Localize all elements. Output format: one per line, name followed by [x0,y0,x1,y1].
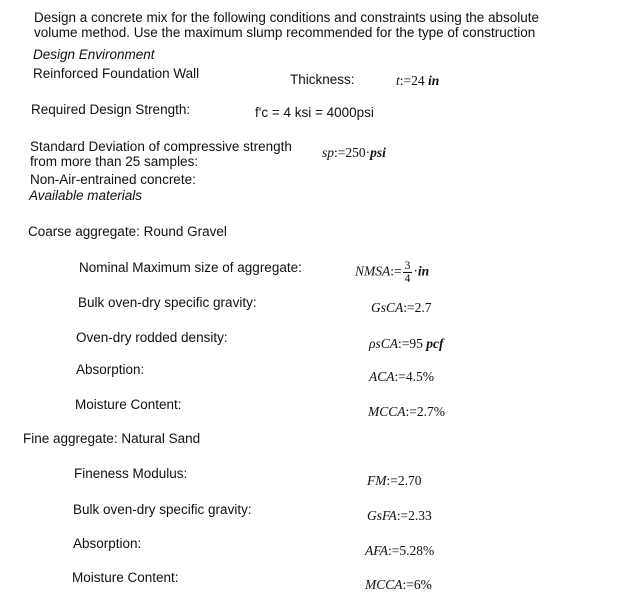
fine-aggregate-heading: Fine aggregate: Natural Sand [23,431,201,446]
coarse-density-value: 95 [409,336,423,351]
coarse-density-label: Oven-dry rodded density: [76,330,228,345]
fine-gs-value: 2.33 [408,508,432,523]
fine-gs-label: Bulk oven-dry specific gravity: [73,502,252,517]
thickness-symbol: t [396,73,400,88]
fine-moisture-op: := [402,577,414,592]
nmsa-formula [355,260,429,285]
coarse-gs-formula [371,300,432,316]
fine-gs-symbol: GsFA [367,508,397,523]
std-dev-value: 250 [345,145,366,160]
fine-moisture-value: 6% [413,577,432,592]
intro-line-1: Design a concrete mix for the following conditions and constraints using the absolute [34,10,540,25]
nmsa-label: Nominal Maximum size of aggregate: [79,260,302,275]
std-dev-label-line-1: Standard Deviation of compressive strength [30,139,292,154]
thickness-value: 24 [411,73,425,88]
thickness-formula [396,73,439,89]
fine-moisture-symbol: MCCA [365,577,403,592]
fine-moisture-label: Moisture Content: [72,570,179,585]
coarse-absorption-label: Absorption: [76,362,145,377]
coarse-gs-label: Bulk oven-dry specific gravity: [78,295,257,310]
thickness-label: Thickness: [290,72,355,87]
std-dev-label-line-2: from more than 25 samples: [30,154,199,169]
fine-fm-symbol: FM [367,473,387,488]
strength-label: Required Design Strength: [31,102,191,117]
std-dev-symbol: sp [322,145,335,160]
nmsa-numerator: 3 [404,260,411,272]
coarse-absorption-formula [369,369,434,385]
coarse-density-symbol: ρsCA [369,336,398,351]
thickness-op: := [399,73,412,88]
nmsa-fraction [403,260,413,285]
fine-absorption-symbol: AFA [365,543,388,558]
coarse-density-unit: pcf [426,336,444,351]
coarse-absorption-op: := [394,369,406,384]
nmsa-dot: · [413,263,418,279]
std-dev-unit: psi [370,145,386,160]
intro-line-2: volume method. Use the maximum slump recommended for the type of construction [34,25,536,40]
fine-absorption-label: Absorption: [73,536,142,551]
fine-absorption-value: 5.28% [399,543,435,558]
design-environment-heading: Design Environment [33,47,155,62]
nmsa-symbol: NMSA [355,263,391,279]
fine-gs-op: := [396,508,409,523]
coarse-moisture-formula [368,404,445,420]
fine-moisture-formula [365,577,432,593]
coarse-moisture-symbol: MCCA [368,404,406,419]
coarse-density-formula [369,336,443,352]
nmsa-unit: in [417,263,430,279]
coarse-density-op: := [397,336,410,351]
thickness-unit: in [428,73,440,88]
coarse-moisture-value: 2.7% [416,404,446,419]
std-dev-dot: · [365,145,371,160]
coarse-gs-value: 2.7 [414,300,432,315]
available-materials-heading: Available materials [29,188,143,203]
coarse-aggregate-heading: Coarse aggregate: Round Gravel [28,224,227,239]
fine-gs-formula [367,508,432,524]
nmsa-op: := [390,263,402,279]
nmsa-denominator: 4 [404,273,411,286]
fine-absorption-op: := [388,543,400,558]
coarse-moisture-op: := [405,404,417,419]
coarse-gs-symbol: GsCA [371,300,404,315]
fine-fm-op: := [386,473,398,488]
fine-fm-formula [367,473,422,489]
std-dev-op: := [334,145,346,160]
fine-fm-value: 2.70 [397,473,422,488]
wall-type-label: Reinforced Foundation Wall [33,66,200,81]
strength-value: f'c = 4 ksi = 4000psi [255,105,374,120]
coarse-gs-op: := [403,300,415,315]
coarse-moisture-label: Moisture Content: [75,397,182,412]
fine-absorption-formula [365,543,434,559]
coarse-absorption-symbol: ACA [369,369,395,384]
air-entrainment-label: Non-Air-entrained concrete: [30,172,196,187]
coarse-absorption-value: 4.5% [405,369,434,384]
std-dev-formula [322,145,386,161]
fine-fm-label: Fineness Modulus: [74,466,188,481]
